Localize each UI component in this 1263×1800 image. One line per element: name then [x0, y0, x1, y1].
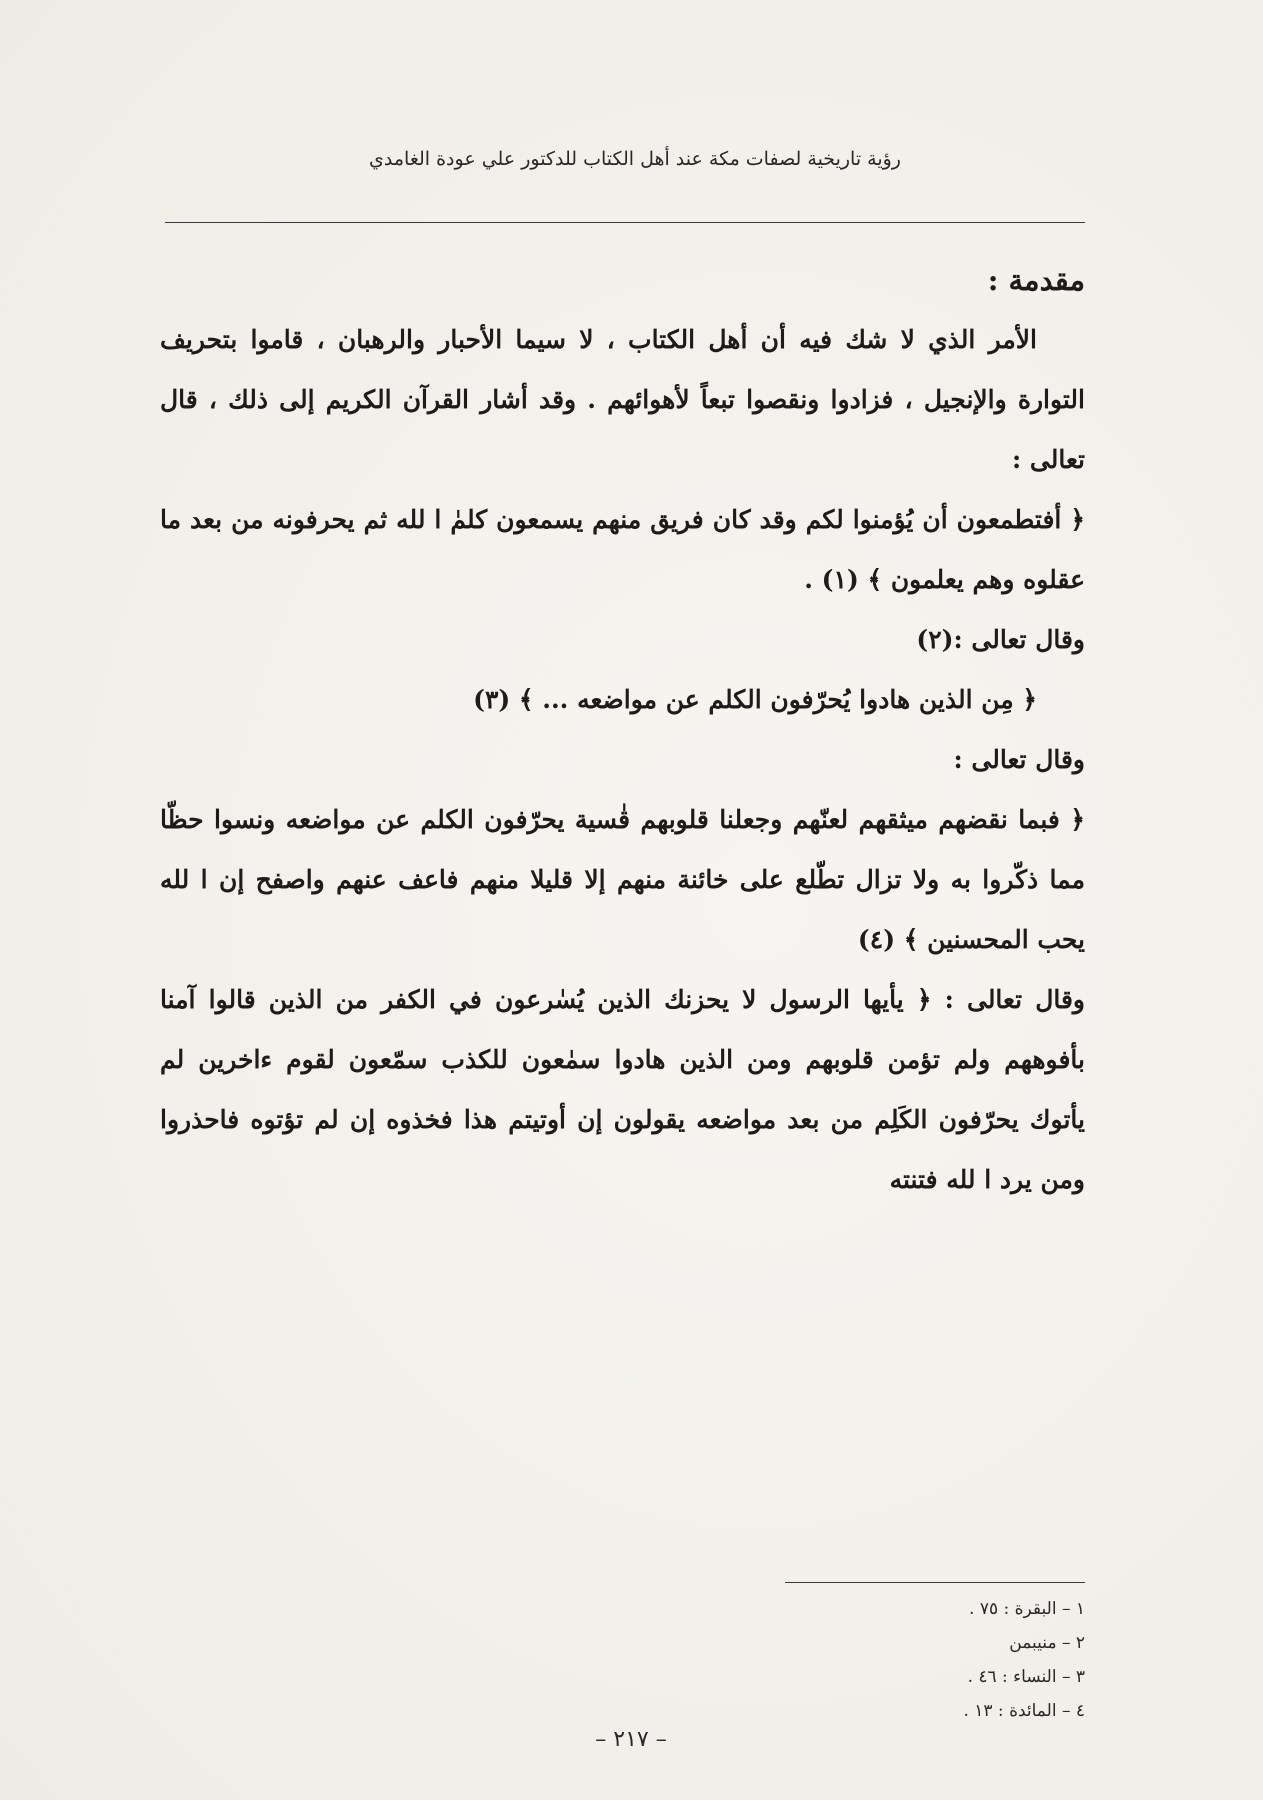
verse-intro-2: وقال تعالى :(٢) — [916, 625, 1085, 654]
page-number: – ٢١٧ – — [595, 1727, 667, 1752]
footnotes — [700, 1592, 1085, 1728]
footnote-3: ٣ – النساء : ٤٦ . — [967, 1667, 1085, 1687]
quran-verse-2: ﴿ مِن الذين هادوا يُحرّفون الكلم عن مواضعه ... ﴾ (٣) — [473, 685, 1037, 714]
running-header: رؤية تاريخية لصفات مكة عند أهل الكتاب للدكتور علي عودة الغامدي — [369, 148, 901, 170]
footnote-divider — [785, 1582, 1085, 1583]
header-divider — [165, 222, 1085, 223]
quran-verse-1: ﴿ أفتطمعون أن يُؤمنوا لكم وقد كان فريق منهم يسمعون كلمٰ ا لله ثم يحرفونه من بعد ما عقلوه وهم يعلمون ﴾ (١) . — [160, 505, 1085, 594]
footnote-2: ٢ – منيبمن — [1009, 1633, 1085, 1653]
footnote-1: ١ – البقرة : ٧٥ . — [969, 1599, 1085, 1619]
verse-intro-3: وقال تعالى : — [953, 745, 1085, 774]
main-text — [160, 250, 1085, 1210]
footnote-4: ٤ – المائدة : ١٣ . — [963, 1701, 1085, 1721]
quran-verse-4: وقال تعالى : ﴿ يأيها الرسول لا يحزنك الذين يُسٰرعون في الكفر من الذين قالوا آمنا بأفوههم ولم تؤمن قلوبهم ومن الذين هادوا سمٰعون للكذب سمّعون لقوم ءاخرين لم يأتوك يحرّفون الكَلِم من بعد مواضعه يقولون إن أوتيتم هذا فخذوه إن لم تؤتوه فاحذروا ومن يرد ا لله فتنته — [160, 985, 1085, 1194]
section-title: مقدمة : — [987, 263, 1085, 297]
paragraph-intro: الأمر الذي لا شك فيه أن أهل الكتاب ، لا سيما الأحبار والرهبان ، قاموا بتحريف التوارة والإنجيل ، فزادوا ونقصوا تبعاً لأهوائهم . وقد أشار القرآن الكريم إلى ذلك ، قال تعالى : — [160, 325, 1085, 474]
quran-verse-3: ﴿ فبما نقضهم ميثقهم لعنّهم وجعلنا قلوبهم قٰسية يحرّفون الكلم عن مواضعه ونسوا حظّا مما ذكّروا به ولا تزال تطّلع على خائنة منهم إلا قليلا منهم فاعف عنهم واصفح إن ا لله يحب المحسنين ﴾ (٤) — [160, 805, 1085, 954]
